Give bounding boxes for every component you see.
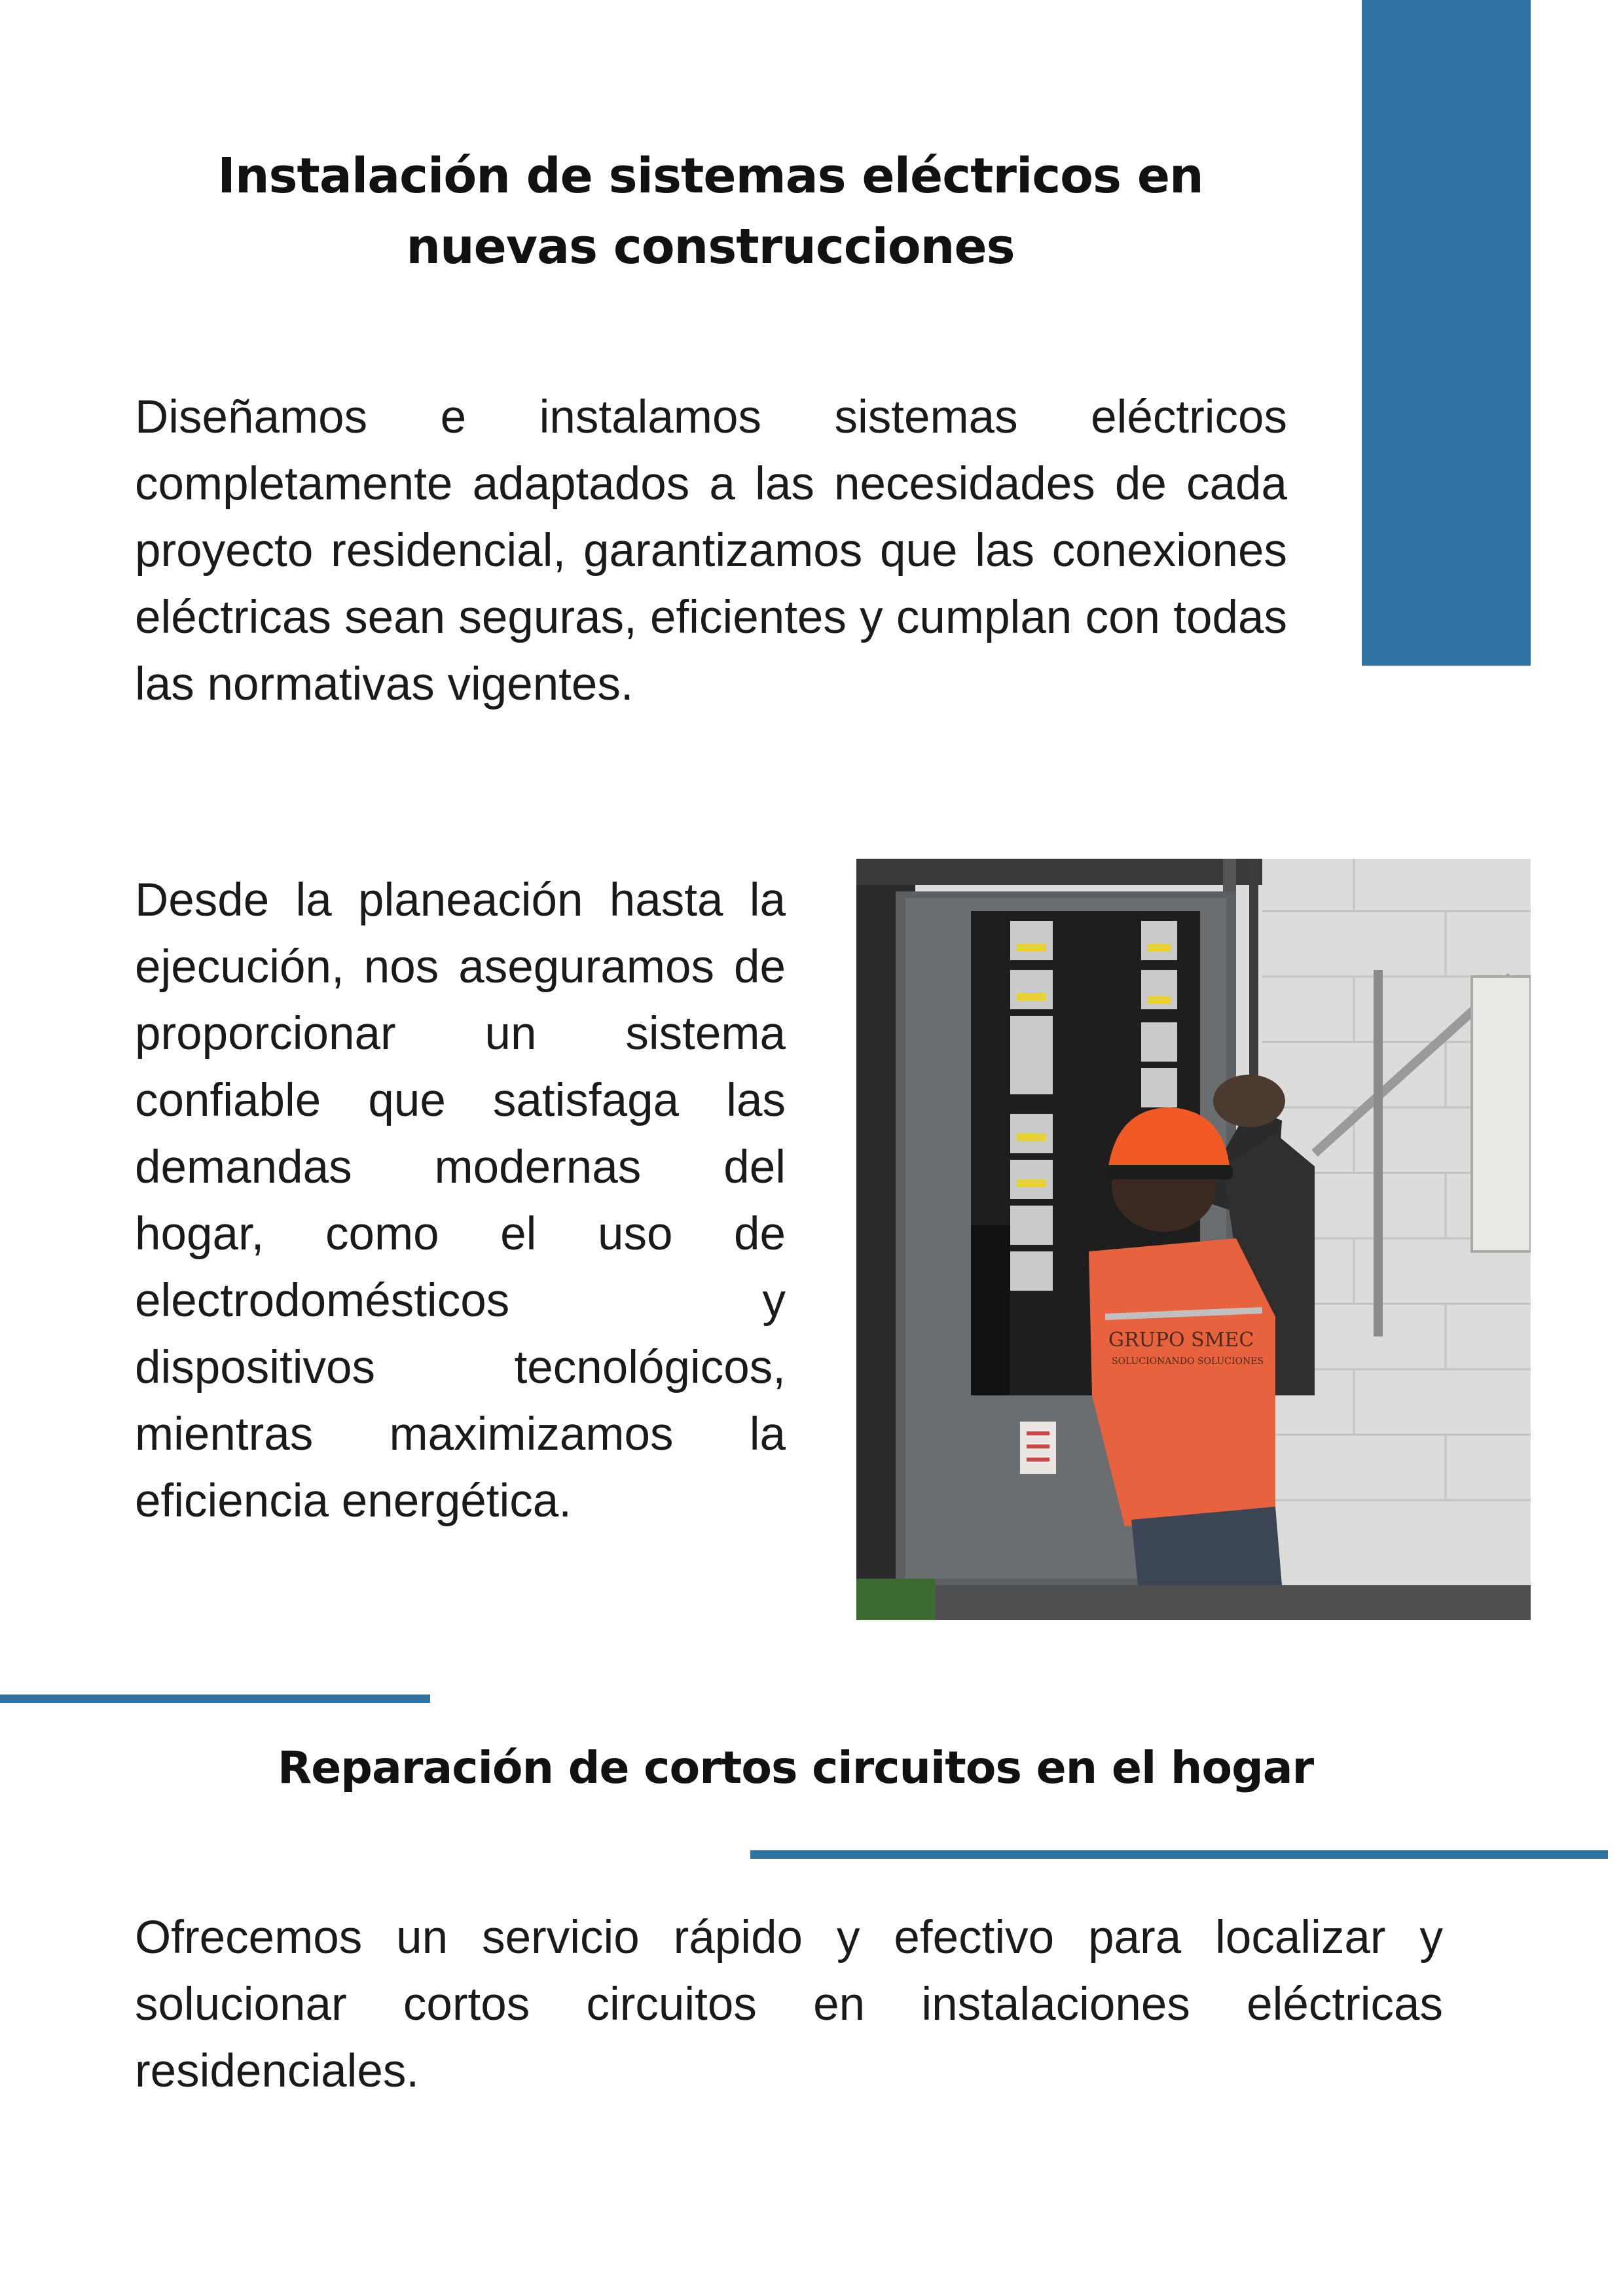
- intro-paragraph: Diseñamos e instalamos sistemas eléctricos completamente adaptados a las necesidades de cada proyecto residencial, garantizamos que las conexiones eléctricas sean seguras, eficientes y cumplan con todas las normativas vigentes.: [135, 391, 1287, 710]
- planning-paragraph: Desde la planeación hasta la ejecución, nos aseguramos de proporcionar un sistema confiable que satisfaga las demandas modernas del hogar, como el uso de electrodomésticos y dispositivos tecnológicos, mientras maximizamos la eficiencia energética.: [135, 874, 786, 1527]
- vest-text-line2: SOLUCIONANDO SOLUCIONES: [1112, 1356, 1264, 1367]
- short-circuit-paragraph: Ofrecemos un servicio rápido y efectivo para localizar y solucionar cortos circuitos en instalaciones eléctricas residenciales.: [135, 1912, 1443, 2097]
- electrician-photo: [856, 859, 1531, 1620]
- section-title-short-circuits: Reparación de cortos circuitos en el hogar: [277, 1742, 1314, 1794]
- divider-bottom: [750, 1850, 1608, 1859]
- safety-vest: [1089, 1238, 1275, 1526]
- divider-top: [0, 1695, 430, 1703]
- vest-text-line1: GRUPO SMEC: [1108, 1329, 1254, 1352]
- accent-bar: [1362, 0, 1531, 666]
- electrician-illustration: [856, 859, 1531, 1620]
- page-title: Instalación de sistemas eléctricos en nuevas construcciones: [217, 148, 1203, 275]
